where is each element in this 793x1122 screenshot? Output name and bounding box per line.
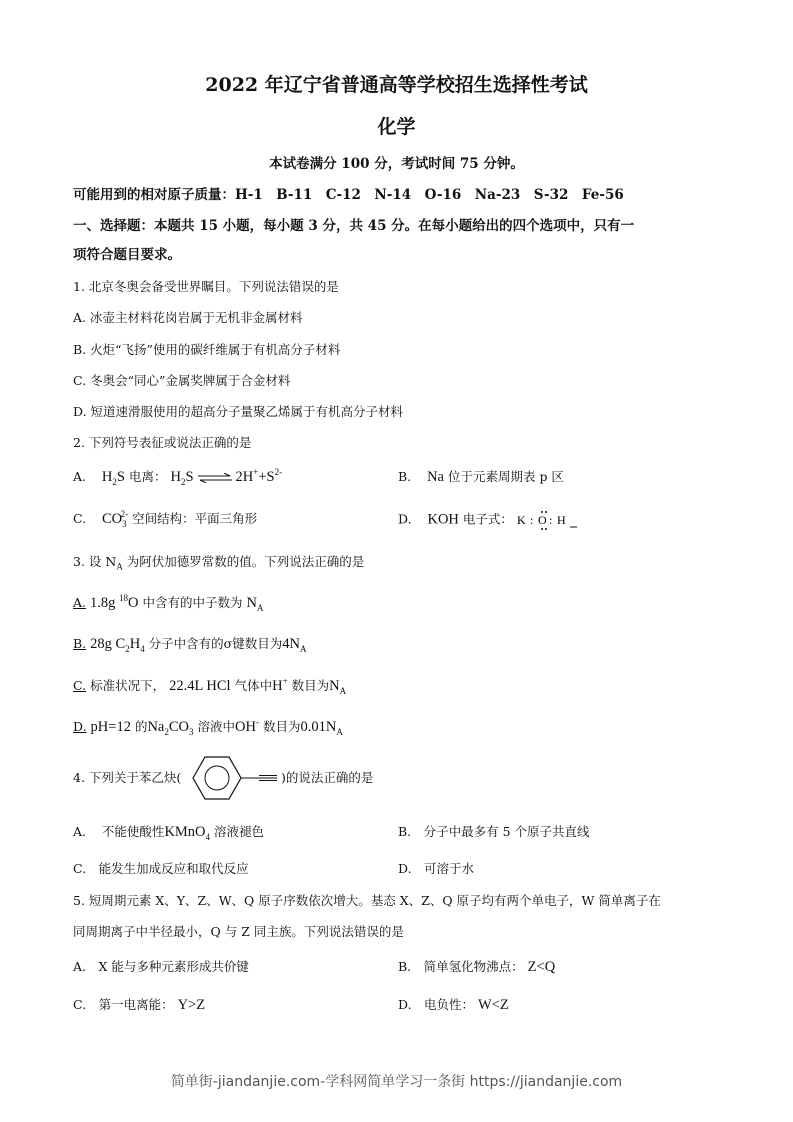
phenylacetylene-structure-icon: [181, 752, 281, 804]
q3-option-c: C. 标准状况下， 22.4L HCl 气体中H+ 数目为$N_A$: [73, 676, 347, 696]
q3-stem: 3. 设 $N_A$ 为阿伏加德罗常数的值。下列说法正确的是: [73, 554, 365, 572]
svg-text:K: K: [516, 513, 526, 527]
q1-option-d: D. 短道速滑服使用的超高分子量聚乙烯属于有机高分子材料: [73, 404, 404, 419]
q5-option-c: C. 第一电离能： Y>Z: [73, 997, 206, 1013]
equilibrium-arrow-icon: [198, 473, 232, 483]
q4-stem: 4. 下列关于苯乙炔( )的说法正确的是: [73, 770, 374, 785]
q4-option-a: A. 不能使酸性KMnO$_4$ 溶液褪色: [73, 824, 265, 842]
q4-option-b: B. 分子中最多有 5 个原子共直线: [398, 824, 590, 839]
q2-stem: 2. 下列符号表征或说法正确的是: [73, 435, 252, 450]
q5-stem-line2: 同周期离子中半径最小，Q 与 Z 同主族。下列说法错误的是: [73, 924, 404, 939]
subject-title: 化学: [377, 116, 416, 138]
q1-option-c: C. 冬奥会“同心”金属奖牌属于合金材料: [73, 373, 291, 388]
q1-option-b: B. 火炬“飞扬”使用的碳纤维属于有机高分子材料: [73, 342, 341, 357]
svg-text:H: H: [556, 513, 566, 527]
exam-title: 2022 年辽宁省普通高等学校招生选择性考试: [205, 74, 588, 96]
q2-option-d: D. KOH 电子式： K : O : H: [398, 509, 579, 531]
section-heading-line2: 项符合题目要求。: [73, 247, 181, 263]
q4-option-c: C. 能发生加成反应和取代反应: [73, 861, 249, 876]
q3-option-d: D. pH=12 的$Na_2CO_3$ 溶液中OH- 数目为$0.01N_A$: [73, 717, 343, 737]
q5-option-d: D. 电负性： W<Z: [398, 997, 509, 1013]
q2-option-c: C. $CO_3^{2-}$ 空间结构：平面三角形: [73, 509, 258, 529]
section-heading-line1: 一、选择题：本题共 15 小题，每小题 3 分，共 45 分。在每小题给出的四个选项中，只有一: [73, 218, 635, 234]
q2-option-a: A. $H_2S$ 电离： $H_2S$ $2H^++S^{2-}$: [73, 467, 283, 487]
q5-stem-line1: 5. 短周期元素 X、Y、Z、W、Q 原子序数依次增大。基态 X、Z、Q 原子均有两个单电子，W 简单离子在: [73, 893, 661, 908]
q1-option-a: A. 冰壶主材料花岗岩属于无机非金属材料: [73, 310, 303, 325]
q5-option-a: A. X 能与多种元素形成共价键: [73, 959, 249, 974]
exam-info: 本试卷满分 100 分，考试时间 75 分钟。: [269, 156, 524, 172]
q3-option-b: B. 28g $C_2H_4$ 分子中含有的σ键数目为$4N_A$: [73, 636, 307, 654]
q4-option-d: D. 可溶于水: [398, 861, 475, 876]
q5-option-b: B. 简单氢化物沸点： Z<Q: [398, 959, 556, 975]
q3-option-a: A. 1.8g $^{18}$O 中含有的中子数为 $N_A$: [73, 593, 264, 613]
svg-text:O: O: [537, 513, 547, 527]
atomic-masses: 可能用到的相对原子质量：H-1 B-11 C-12 N-14 O-16 Na-23 S-32 Fe-56: [73, 187, 624, 203]
q1-stem: 1. 北京冬奥会备受世界瞩目。下列说法错误的是: [73, 279, 339, 294]
svg-text::: :: [529, 513, 534, 527]
electron-formula-icon: [517, 509, 579, 531]
q2-option-b: B. Na 位于元素周期表 p 区: [398, 469, 564, 485]
svg-text::: :: [548, 513, 553, 527]
footer-watermark: 简单街-jiandanjie.com-学科网简单学习一条街 https://jiandanjie.com: [170, 1074, 623, 1090]
